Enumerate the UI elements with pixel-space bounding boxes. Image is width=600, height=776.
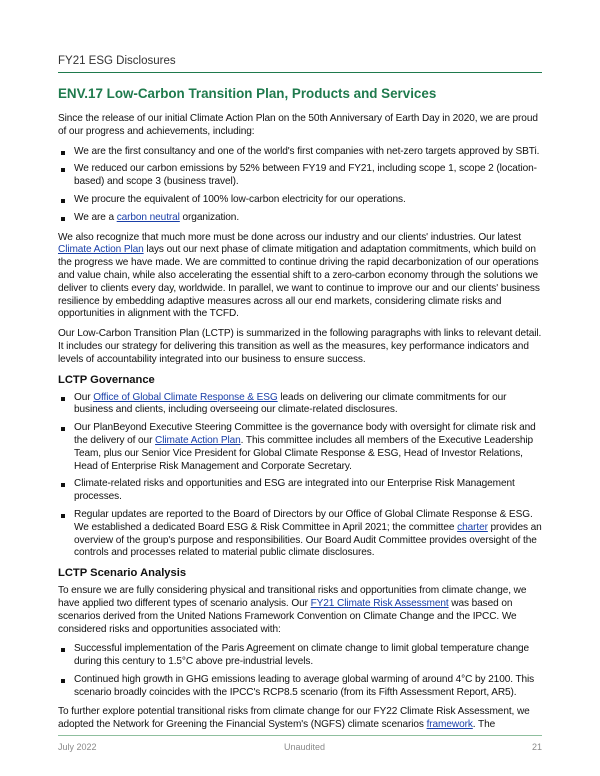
list-item: We reduced our carbon emissions by 52% between FY19 and FY21, including scope 1, scope 2 (location-based) and scope 3 (business travel). xyxy=(58,163,544,189)
bullet-icon xyxy=(61,151,65,155)
bullet-icon xyxy=(61,514,65,518)
page-number: 21 xyxy=(531,742,542,752)
bullet-icon xyxy=(61,217,65,221)
governance-heading: LCTP Governance xyxy=(58,373,155,386)
list-item: Continued high growth in GHG emissions leading to average global warming of around 4°C by 2100. This scenario broadly coincides with the IPCC's RCP8.5 scenario (from its Fifth Assessment Report, AR5). xyxy=(58,674,544,700)
office-climate-response-link[interactable]: Office of Global Climate Response & ESG xyxy=(93,391,278,403)
section-title: ENV.17 Low-Carbon Transition Plan, Products and Services xyxy=(58,86,437,101)
climate-risk-assessment-link[interactable]: FY21 Climate Risk Assessment xyxy=(310,597,449,609)
header-divider xyxy=(58,72,542,73)
climate-action-plan-link[interactable]: Climate Action Plan xyxy=(58,244,144,256)
list-item: Our Office of Global Climate Response & ESG leads on delivering our climate commitments for our business and clients, including overseeing our climate-related disclosures. xyxy=(58,392,544,418)
scenario-paragraph: To ensure we are fully considering physical and transitional risks and opportunities from climate change, we have applied two different types of scenario analysis. Our FY21 Climate Risk Assessment was based on scenarios derived from the United Nations Framework Convention on Climate Change and the IPCC. We considered risks and opportunities associated with: xyxy=(58,585,527,635)
page-footer xyxy=(58,735,542,752)
commitments-paragraph: We also recognize that much more must be done across our industry and our clients' industries. Our latest Climate Action Plan lays out our next phase of climate mitigation and adaptation commitments, which build on the progress we have made. We are committed to continue driving the rapid decarbonization of our operations and value chain, while also accelerating the essential shift to a zero-carbon economy through the solutions we deliver to clients every day, worldwide. In parallel, we want to continue to improve our and our clients' business resilience by embedding adaptive measures across all our end markets, considering climate risks and opportunities in alignment with the TCFD. xyxy=(58,231,540,320)
list-item: Regular updates are reported to the Board of Directors by our Office of Global Climate Response & ESG. We established a dedicated Board ESG & Risk Committee in April 2021; the committee charter provides an overview of the group's purpose and responsibilities. Our Board Audit Committee provides oversight of the controls and processes related to material public climate disclosures. xyxy=(58,509,544,560)
footer-divider xyxy=(58,735,542,736)
carbon-neutral-link[interactable]: carbon neutral xyxy=(116,211,180,223)
lctp-summary-paragraph: Our Low-Carbon Transition Plan (LCTP) is summarized in the following paragraphs with links to relevant detail. It includes our strategy for delivering this transition as well as the measures, key performance indicators and levels of accountability integrated into our business to ensure success. xyxy=(58,328,542,365)
list-item: Climate-related risks and opportunities and ESG are integrated into our Enterprise Risk Management processes. xyxy=(58,478,544,504)
footer-date: July 2022 xyxy=(58,742,97,752)
document-header: FY21 ESG Disclosures xyxy=(58,55,176,67)
bullet-icon xyxy=(61,427,65,431)
list-item: We are the first consultancy and one of the world's first companies with net-zero targets approved by SBTi. xyxy=(58,146,544,159)
framework-link[interactable]: framework xyxy=(426,719,473,731)
list-item: We procure the equivalent of 100% low-carbon electricity for our operations. xyxy=(58,194,544,207)
list-item: Our PlanBeyond Executive Steering Committee is the governance body with oversight for climate risk and the delivery of our Climate Action Plan. This committee includes all members of the Executive Leadership Team, plus our Senior Vice President for Global Climate Response & ESG, Head of Investor Relations, Head of Enterprise Risk Management and Corporate Secretary. xyxy=(58,422,544,473)
list-item: We are a carbon neutral organization. xyxy=(58,212,544,225)
page-content xyxy=(58,86,544,739)
scenario-list xyxy=(58,643,544,699)
bullet-icon xyxy=(61,168,65,172)
intro-paragraph: Since the release of our initial Climate Action Plan on the 50th Anniversary of Earth Day in 2020, we are proud of our progress and achievements, including: xyxy=(58,113,538,137)
bullet-icon xyxy=(61,483,65,487)
achievements-list xyxy=(58,146,544,225)
bullet-icon xyxy=(61,648,65,652)
scenario-heading: LCTP Scenario Analysis xyxy=(58,567,187,580)
bullet-icon xyxy=(61,397,65,401)
final-paragraph: To further explore potential transitional risks from climate change for our FY22 Climate Risk Assessment, we adopted the Network for Greening the Financial System's (NGFS) climate scenarios framework. The xyxy=(58,706,530,731)
charter-link[interactable]: charter xyxy=(457,521,488,533)
list-item: Successful implementation of the Paris Agreement on climate change to limit global temperature change during this century to 1.5°C above pre-industrial levels. xyxy=(58,643,544,669)
footer-status: Unaudited xyxy=(284,742,326,752)
governance-list xyxy=(58,392,544,561)
bullet-icon xyxy=(61,679,65,683)
bullet-icon xyxy=(61,199,65,203)
climate-action-plan-link-2[interactable]: Climate Action Plan xyxy=(155,434,241,446)
